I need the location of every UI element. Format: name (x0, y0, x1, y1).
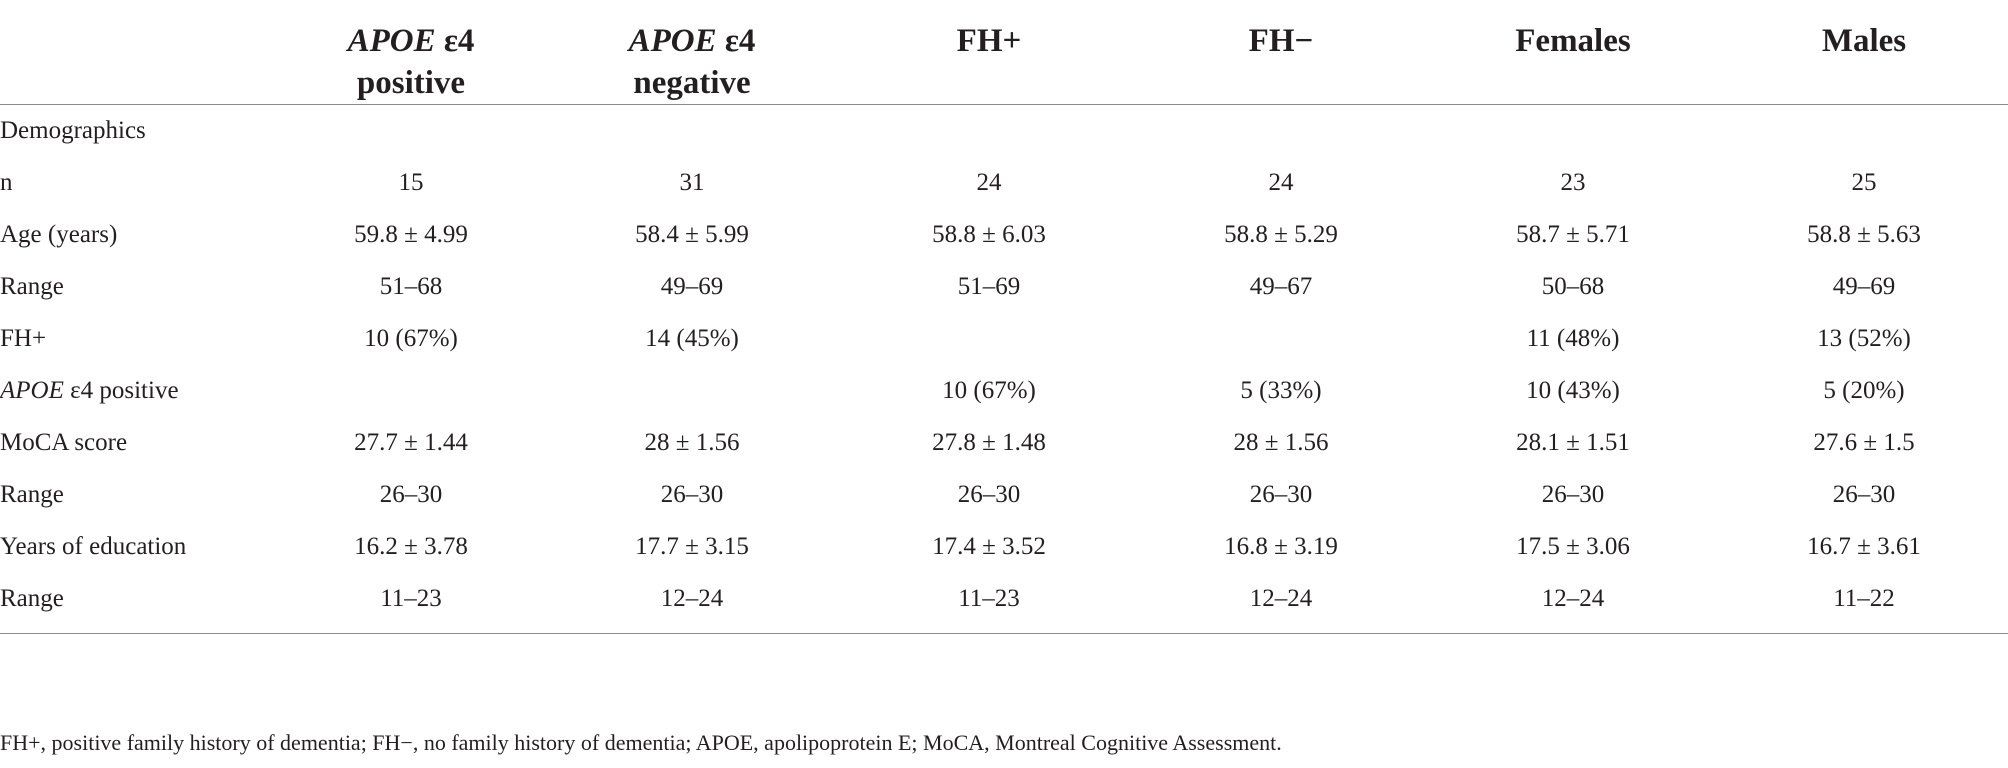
header-apoe-allele: ε4 (716, 23, 756, 59)
table-cell (1136, 313, 1426, 365)
row-label-text: Years of education (0, 533, 187, 560)
table-cell (542, 105, 842, 158)
row-label-text: ε4 positive (63, 377, 179, 404)
table-row (0, 521, 2008, 573)
row-label (0, 417, 280, 469)
table-cell: 12–24 (1426, 573, 1720, 634)
table-cell: 10 (43%) (1526, 377, 1620, 404)
table-cell: 14 (45%) (645, 325, 739, 352)
table-cell: 11–23 (842, 573, 1136, 634)
table-cell: 58.4 ± 5.99 (635, 221, 749, 248)
table-cell: 31 (679, 169, 705, 196)
header-cell-apoe-negative (542, 0, 842, 105)
table-cell: 11 (48%) (1526, 325, 1620, 352)
table-cell: 51–68 (379, 273, 443, 300)
table-cell: 26–30 (660, 481, 724, 508)
table-cell (1426, 105, 1720, 158)
table-cell: 49–69 (660, 273, 724, 300)
table-cell: 49–69 (1832, 273, 1896, 300)
table-cell (542, 365, 842, 417)
header-apoe-gene: APOE (347, 23, 436, 59)
row-label (0, 209, 280, 261)
table-cell: 59.8 ± 4.99 (354, 221, 468, 248)
table-row (0, 209, 2008, 261)
table-cell: 16.7 ± 3.61 (1807, 533, 1921, 560)
row-label (0, 469, 280, 521)
table-cell: 23 (1560, 169, 1586, 196)
header-apoe-positive-label: positive (356, 65, 466, 101)
table-cell: 5 (20%) (1823, 377, 1905, 404)
table-cell: 17.5 ± 3.06 (1516, 533, 1630, 560)
table-cell: 26–30 (1249, 481, 1313, 508)
table-cell: 25 (1851, 169, 1877, 196)
table-cell: 49–67 (1249, 273, 1313, 300)
table-row (0, 573, 2008, 634)
table-cell: 24 (976, 169, 1002, 196)
row-label-text: Range (0, 585, 64, 612)
table-cell: 11–22 (1720, 573, 2008, 634)
table-cell: 15 (398, 169, 424, 196)
table-cell: 27.6 ± 1.5 (1813, 429, 1915, 456)
row-label (0, 313, 280, 365)
table-cell: 17.4 ± 3.52 (932, 533, 1046, 560)
header-apoe-allele: ε4 (435, 23, 475, 59)
header-row (0, 0, 2008, 105)
table-cell: 58.8 ± 5.29 (1224, 221, 1338, 248)
row-label (0, 365, 280, 417)
header-fh-positive-label: FH+ (956, 23, 1022, 59)
table-cell: 11–23 (280, 573, 542, 634)
table-row (0, 365, 2008, 417)
header-cell-females (1426, 0, 1720, 105)
header-females-label: Females (1515, 23, 1631, 59)
table-cell: 10 (67%) (942, 377, 1036, 404)
row-label-text: Age (years) (0, 221, 118, 248)
table-cell (842, 105, 1136, 158)
table-cell: 26–30 (1541, 481, 1605, 508)
table-row (0, 417, 2008, 469)
table-cell: 28 ± 1.56 (1233, 429, 1329, 456)
table-header (0, 0, 2008, 105)
table-cell: 28 ± 1.56 (644, 429, 740, 456)
table-cell: 26–30 (957, 481, 1021, 508)
table-cell: 5 (33%) (1240, 377, 1322, 404)
table-footnote: FH+, positive family history of dementia; FH−, no family history of dementia; APOE, apolipoprotein E; MoCA, Montreal Cognitive Assessment. (0, 730, 1282, 755)
header-males-label: Males (1821, 23, 1907, 59)
header-cell-fh-negative (1136, 0, 1426, 105)
table-cell: 16.8 ± 3.19 (1224, 533, 1338, 560)
table-cell: 58.8 ± 6.03 (932, 221, 1046, 248)
table-cell: 24 (1268, 169, 1294, 196)
row-label (0, 521, 280, 573)
table-cell: 28.1 ± 1.51 (1516, 429, 1630, 456)
table-cell: 50–68 (1541, 273, 1605, 300)
table-cell: 12–24 (542, 573, 842, 634)
header-apoe-gene: APOE (628, 23, 717, 59)
table-cell: 58.8 ± 5.63 (1807, 221, 1921, 248)
row-label (0, 573, 280, 634)
table-cell: 58.7 ± 5.71 (1516, 221, 1630, 248)
row-label (0, 261, 280, 313)
row-label (0, 157, 280, 209)
table-row (0, 157, 2008, 209)
table-cell: 26–30 (379, 481, 443, 508)
table-body (0, 105, 2008, 634)
row-label-text: FH+ (0, 325, 47, 352)
header-fh-negative-label: FH− (1248, 23, 1314, 59)
table-row (0, 261, 2008, 313)
row-label-italic: APOE (0, 377, 64, 404)
header-cell-fh-positive (842, 0, 1136, 105)
row-label-text: Demographics (0, 117, 146, 144)
header-cell-apoe-positive (280, 0, 542, 105)
row-label-text: Range (0, 481, 64, 508)
table-row (0, 313, 2008, 365)
row-label-text: n (0, 169, 13, 196)
table-cell (1136, 105, 1426, 158)
table-cell: 17.7 ± 3.15 (635, 533, 749, 560)
header-cell-males (1720, 0, 2008, 105)
header-apoe-negative-label: negative (633, 65, 751, 101)
table-row (0, 105, 2008, 158)
table-cell: 10 (67%) (364, 325, 458, 352)
table-cell (280, 105, 542, 158)
table-cell: 27.8 ± 1.48 (932, 429, 1046, 456)
table-cell: 12–24 (1136, 573, 1426, 634)
table-cell: 13 (52%) (1817, 325, 1911, 352)
table-cell: 26–30 (1832, 481, 1896, 508)
row-label (0, 105, 280, 158)
table-cell: 16.2 ± 3.78 (354, 533, 468, 560)
table-cell: 51–69 (957, 273, 1021, 300)
table-cell (280, 365, 542, 417)
table-row (0, 469, 2008, 521)
table-cell (1720, 105, 2008, 158)
header-cell-blank (0, 0, 280, 105)
row-label-text: Range (0, 273, 64, 300)
table-cell (842, 313, 1136, 365)
table-cell: 27.7 ± 1.44 (354, 429, 468, 456)
row-label-text: MoCA score (0, 429, 128, 456)
